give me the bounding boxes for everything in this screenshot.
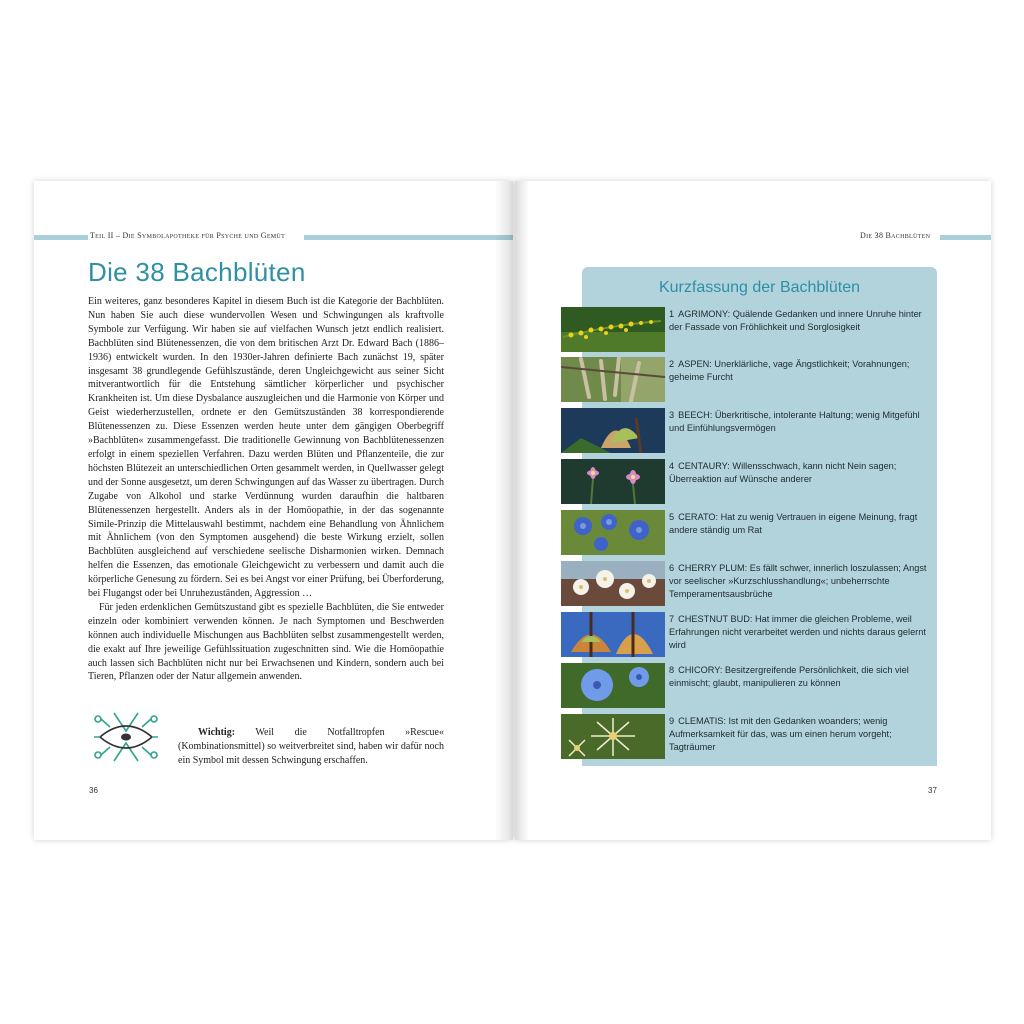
paragraph: Für jeden erdenklichen Gemütszustand gibt es spezielle Bachblüten, die Sie entweder einzeln oder kombiniert verwenden können. Je nach Symptomen und Beschwerden können auch individuelle Mischungen aus Bachblüten selbst zusammengestellt werden, die exakt auf Ihre jeweilige Gefühlssituation zugeschnitten sind. Wie die Homöopathie auch lassen sich Bachblüten nicht nur bei Erwachsenen und Kindern, sondern auch bei Tieren, Pflanzen oder der Natur allgemein anwenden. bbox=[88, 601, 444, 683]
entry-number: 1 bbox=[669, 309, 675, 319]
right-page bbox=[515, 181, 991, 840]
body-text bbox=[88, 295, 444, 684]
entry-description: CERATO: Hat zu wenig Vertrauen in eigene Meinung, fragt andere ständig um Rat bbox=[669, 512, 918, 535]
page-number-right: 37 bbox=[928, 786, 937, 795]
centaury-photo bbox=[561, 459, 665, 504]
entry-description: CENTAURY: Willensschwach, kann nicht Nein sagen; Überreaktion auf Wünsche anderer bbox=[669, 461, 897, 484]
cherry-plum-photo bbox=[561, 561, 665, 606]
agrimony-photo bbox=[561, 307, 665, 352]
entry-text bbox=[669, 409, 933, 435]
summary-title: Kurzfassung der Bachblüten bbox=[658, 279, 860, 296]
left-page bbox=[34, 181, 513, 840]
gutter-shadow bbox=[515, 181, 529, 840]
aspen-photo bbox=[561, 357, 665, 402]
entry-number: 6 bbox=[669, 563, 675, 573]
bach-flower-symbol-icon bbox=[90, 701, 162, 773]
entry-text bbox=[669, 308, 933, 334]
entry-description: BEECH: Überkritische, intolerante Haltung; wenig Mitgefühl und Einfühlungsvermögen bbox=[669, 410, 920, 433]
paragraph: Ein weiteres, ganz besonderes Kapitel in diesem Buch ist die Kategorie der Bachblüten. Nun haben Sie auch diese wundervollen Wesen und Schwingungen als kraftvolle Symbole zur Verfügung. Wir haben sie auf vielfachen Wunsch jetzt endlich realisiert. Bachblüten sind Blütenessenzen, die von dem britischen Arzt Dr. Edward Bach (1886–1936) entwickelt wurden. In den 1930er-Jahren definierte Bach zunächst 19, später insgesamt 38 grundlegende Gefühlszustände, deren Ungleichgewicht aus seiner Sicht mitverantwortlich für die Entstehung sämtlicher körperlicher und psychischer Krankheiten ist. Um diese Dysbalance auszugleichen und die Harmonie von Körper und Geist wiederherzustellen, ordnete er den Gemütszuständen 38 korrespondierende Blütenessenzen zu. Diese Essenzen werden heute unter dem gängigen Oberbegriff »Bachblüten« zusammengefasst. Die traditionelle Gewinnung von Bachblütenessenzen erfolgt in einem speziellen Verfahren. Dazu werden Blüten und Pflanzenteile, die zur höchsten Blütezeit an unterschiedlichen Orten gesammelt werden, in Quellwasser gelegt und der Sonne ausgesetzt, um deren Schwingungen auf das Wasser zu übertragen. Durch Zugabe von Alkohol und starke Verdünnung wurden daraufhin die haltbaren Blütenessenzen hergestellt. Anders als in der Homöopathie, in der das sogenannte Simile-Prinzip die Mittelauswahl bestimmt, nachdem eine Behandlung von Ähnlichem mit Ähnlichem (von den Symptomen ausgehend) die beste Wirkung erzielt, sollen Bachblüten ausgleichend auf verschiedene seelische Disharmonien wirken. Demnach helfen die Essenzen, das emotionale Gleichgewicht zu verbessern und damit auch die körperliche Genesung zu fördern. Sei es bei Angst vor einer Prüfung, bei Überforderung, bei Flugangst oder bei Unruhezuständen, Aggression … bbox=[88, 296, 444, 600]
gutter-shadow bbox=[495, 181, 513, 840]
entry-number: 8 bbox=[669, 665, 675, 675]
list-item bbox=[561, 510, 961, 557]
entry-number: 4 bbox=[669, 461, 675, 471]
note-paragraph bbox=[178, 726, 444, 768]
entry-description: ASPEN: Unerklärliche, vage Ängstlichkeit; Vorahnungen; geheime Furcht bbox=[669, 359, 910, 382]
entry-description: AGRIMONY: Quälende Gedanken und innere Unruhe hinter der Fassade von Fröhlichkeit und Sorglosigkeit bbox=[669, 309, 922, 332]
list-item bbox=[561, 307, 961, 354]
entry-text bbox=[669, 511, 933, 537]
running-head-bar bbox=[34, 235, 88, 240]
beech-photo bbox=[561, 408, 665, 453]
entry-number: 2 bbox=[669, 359, 675, 369]
entry-number: 7 bbox=[669, 614, 675, 624]
entry-number: 9 bbox=[669, 716, 675, 726]
clematis-photo bbox=[561, 714, 665, 759]
list-item bbox=[561, 663, 961, 710]
entry-number: 5 bbox=[669, 512, 675, 522]
entry-description: CHERRY PLUM: Es fällt schwer, innerlich loszulassen; Angst vor seelischer »Kurzschlusshandlung«; unbeherrschte Temperamentsausbrüche bbox=[669, 563, 927, 599]
page-number-left: 36 bbox=[89, 786, 98, 795]
entry-number: 3 bbox=[669, 410, 675, 420]
entry-text bbox=[669, 715, 933, 754]
list-item bbox=[561, 612, 961, 659]
book-spread bbox=[34, 181, 991, 840]
list-item bbox=[561, 408, 961, 455]
chestnut-bud-photo bbox=[561, 612, 665, 657]
entry-text bbox=[669, 358, 933, 384]
list-item bbox=[561, 714, 961, 761]
note-text: Weil die Notfalltropfen »Rescue« (Kombinationsmittel) so weitverbreitet sind, haben wir dafür noch ein Symbol mit dessen Schwingung erschaffen. bbox=[178, 727, 444, 766]
list-item bbox=[561, 459, 961, 506]
entry-text bbox=[669, 664, 933, 690]
running-head-bar bbox=[304, 235, 513, 240]
list-item bbox=[561, 357, 961, 404]
entry-description: CLEMATIS: Ist mit den Gedanken woanders; wenig Aufmerksamkeit für das, was um einen herum vorgeht; Tagträumer bbox=[669, 716, 892, 752]
entry-text bbox=[669, 460, 933, 486]
running-head-right: Die 38 Bachblüten bbox=[860, 231, 931, 240]
cerato-photo bbox=[561, 510, 665, 555]
entry-description: CHESTNUT BUD: Hat immer die gleichen Probleme, weil Erfahrungen nicht verarbeitet werden und nichts daraus gelernt wird bbox=[669, 614, 926, 650]
page-title: Die 38 Bachblüten bbox=[88, 257, 306, 287]
running-head-bar bbox=[940, 235, 991, 240]
chicory-photo bbox=[561, 663, 665, 708]
entry-text bbox=[669, 613, 933, 652]
list-item bbox=[561, 561, 961, 608]
entry-text bbox=[669, 562, 933, 601]
note-label: Wichtig: bbox=[198, 727, 236, 738]
running-head-left: Teil II – Die Symbolapotheke für Psyche und Gemüt bbox=[90, 231, 286, 240]
entry-description: CHICORY: Besitzergreifende Persönlichkeit, die sich viel einmischt; glaubt, manipulieren zu können bbox=[669, 665, 909, 688]
